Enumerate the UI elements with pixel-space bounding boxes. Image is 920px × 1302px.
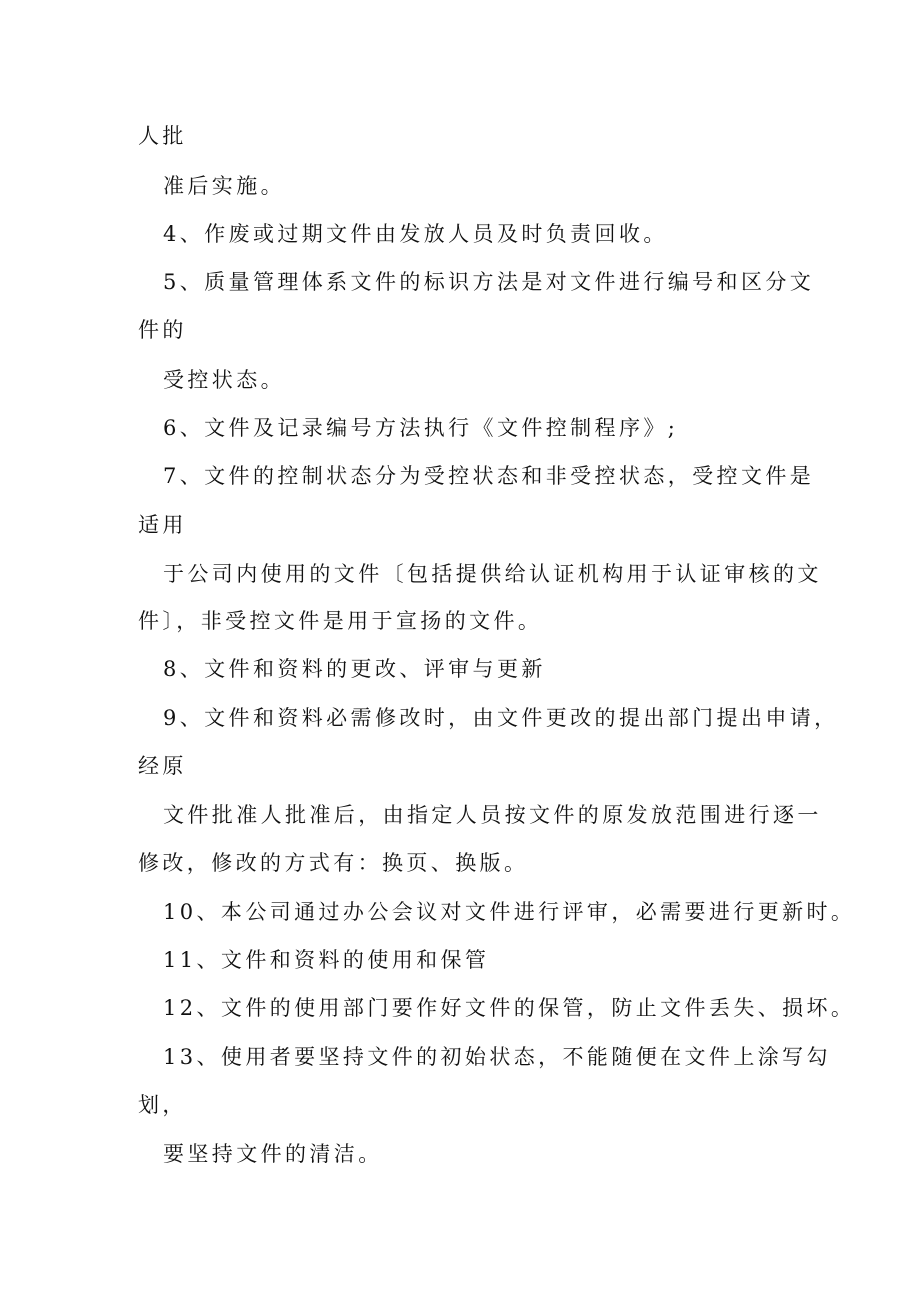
text-line: 7、文件的控制状态分为受控状态和非受控状态，受控文件是: [163, 464, 815, 488]
text-line: 修改，修改的方式有：换页、换版。: [138, 851, 529, 875]
text-line: 13、使用者要坚持文件的初始状态，不能随便在文件上涂写勾: [163, 1045, 831, 1069]
text-line: 10、本公司通过办公会议对文件进行评审，必需要进行更新时。: [163, 900, 856, 924]
text-line: 受控状态。: [163, 368, 285, 392]
text-line: 准后实施。: [163, 174, 285, 198]
text-line: 件〕，非受控文件是用于宣扬的文件。: [138, 609, 543, 633]
text-line: 9、文件和资料必需修改时，由文件更改的提出部门提出申请，: [163, 706, 839, 730]
text-line: 要坚持文件的清洁。: [163, 1142, 383, 1166]
text-line: 人批: [138, 124, 187, 148]
text-line: 12、文件的使用部门要作好文件的保管，防止文件丢失、损坏。: [163, 996, 856, 1020]
text-line: 于公司内使用的文件〔包括提供给认证机构用于认证审核的文: [163, 562, 822, 586]
text-line: 4、作废或过期文件由发放人员及时负责回收。: [163, 222, 668, 246]
text-line: 文件批准人批准后，由指定人员按文件的原发放范围进行逐一: [163, 803, 822, 827]
text-line: 件的: [138, 318, 187, 342]
text-line: 适用: [138, 513, 187, 537]
text-line: 8、文件和资料的更改、评审与更新: [163, 657, 546, 681]
text-line: 5、质量管理体系文件的标识方法是对文件进行编号和区分文: [163, 270, 815, 294]
text-line: 划，: [138, 1093, 187, 1117]
text-line: 经原: [138, 754, 187, 778]
text-line: 6、文件及记录编号方法执行《文件控制程序》;: [163, 416, 679, 440]
text-line: 11、文件和资料的使用和保管: [163, 948, 490, 972]
